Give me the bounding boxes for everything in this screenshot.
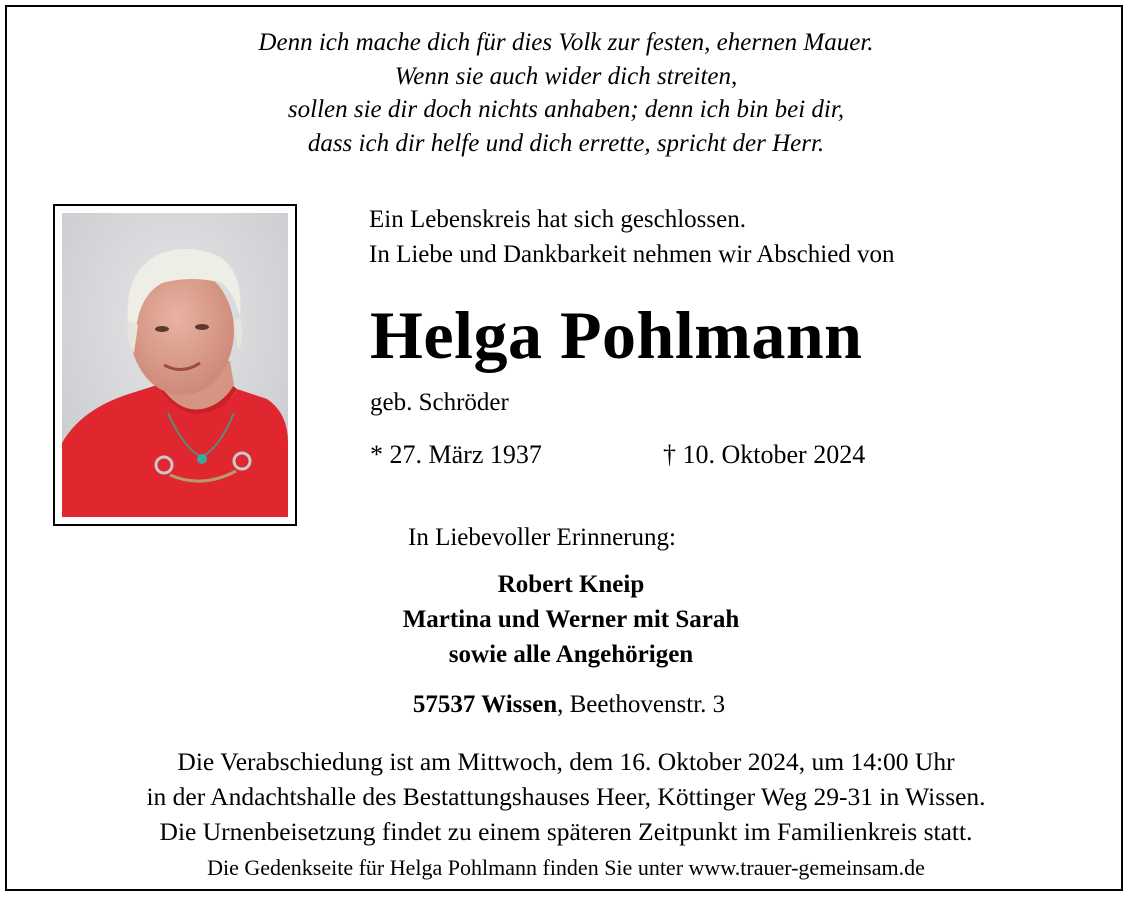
- ceremony-line: Die Urnenbeisetzung findet zu einem späteren Zeitpunkt im Familienkreis statt.: [159, 817, 973, 846]
- mourner-line: sowie alle Angehörigen: [448, 641, 694, 668]
- verse-line: Wenn sie auch wider dich streiten,: [394, 62, 738, 90]
- birth-date: * 27. März 1937: [370, 440, 542, 469]
- ceremony-details: [0, 744, 1132, 849]
- memory-heading: In Liebevoller Erinnerung:: [408, 524, 676, 551]
- intro-line: Ein Lebenskreis hat sich geschlossen.: [369, 206, 746, 233]
- intro-text: [369, 202, 895, 272]
- death-date: † 10. Oktober 2024: [663, 440, 866, 469]
- deceased-name: Helga Pohlmann: [370, 297, 863, 373]
- verse-line: Denn ich mache dich für dies Volk zur festen, ehernen Mauer.: [258, 29, 874, 56]
- address-city: 57537 Wissen: [412, 691, 558, 718]
- portrait-photo: [62, 213, 288, 517]
- birth-name: geb. Schröder: [370, 389, 509, 416]
- verse-line: dass ich dir helfe und dich errette, spricht der Herr.: [307, 129, 825, 157]
- verse-line: sollen sie dir doch nichts anhaben; denn ich bin bei dir,: [287, 96, 845, 123]
- ceremony-line: in der Andachtshalle des Bestattungshauses Heer, Köttinger Weg 29-31 in Wissen.: [146, 782, 986, 811]
- ceremony-line: Die Verabschiedung ist am Mittwoch, dem 16. Oktober 2024, um 14:00 Uhr: [177, 747, 955, 776]
- memorial-page-note: Die Gedenkseite für Helga Pohlmann finden Sie unter www.trauer-gemeinsam.de: [207, 855, 925, 880]
- intro-line: In Liebe und Dankbarkeit nehmen wir Abschied von: [369, 241, 895, 268]
- portrait-frame: [53, 204, 297, 526]
- mourner-line: Robert Kneip: [497, 571, 645, 598]
- family-address: [0, 687, 1132, 723]
- mourners-list: [0, 567, 1132, 672]
- bible-verse: [0, 26, 1132, 160]
- address-street: , Beethovenstr. 3: [557, 691, 726, 718]
- mourner-line: Martina und Werner mit Sarah: [402, 606, 740, 633]
